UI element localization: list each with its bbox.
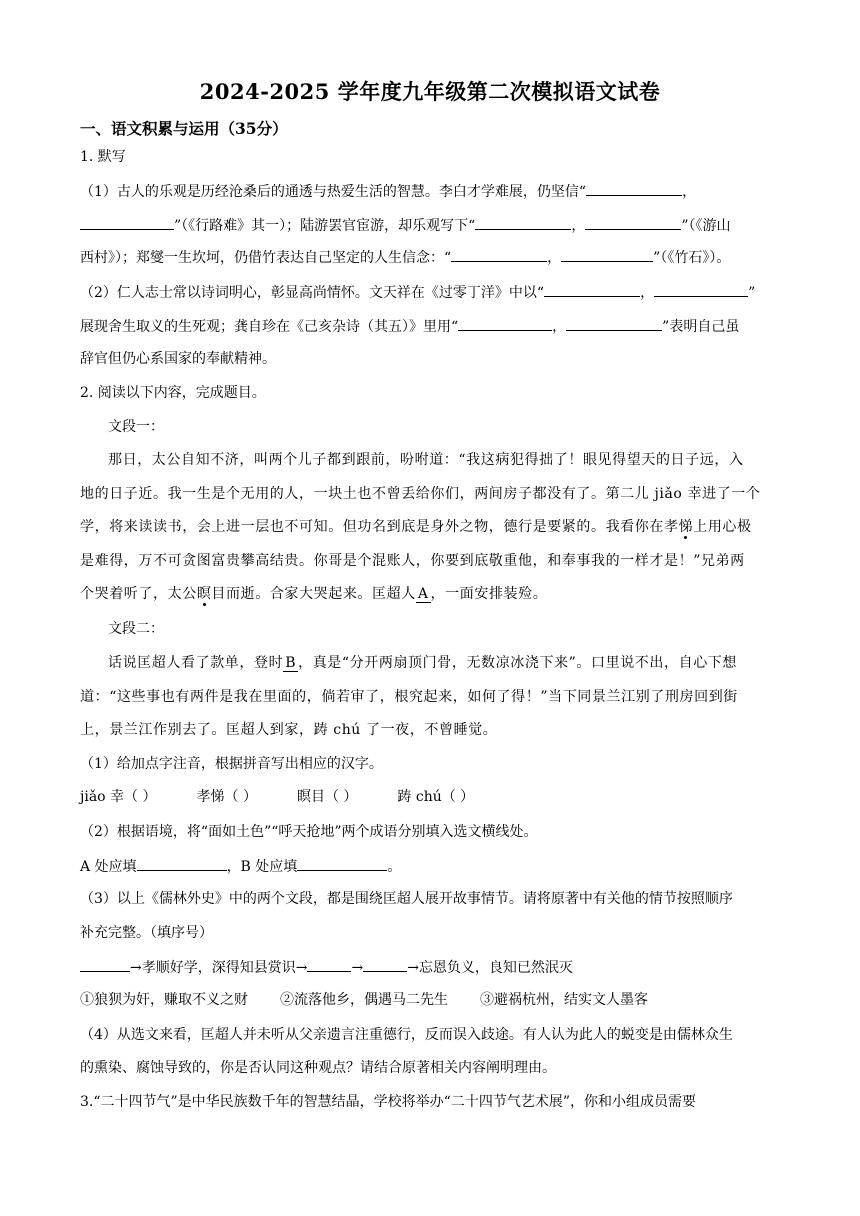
option-item: ②流落他乡，偶遇马二先生 xyxy=(280,992,448,1008)
answer-blank[interactable] xyxy=(586,181,682,196)
passage-2-label: 文段二： xyxy=(108,621,164,637)
page-title: 2024-2025 学年度九年级第二次模拟语文试卷 xyxy=(199,79,661,104)
answer-blank[interactable] xyxy=(566,316,662,331)
passage-1-label: 文段一： xyxy=(108,419,164,435)
plot-chain: →孝顺好学，深得知县赏识→ → →忘恩负义，良知已然泯灭 xyxy=(80,957,573,978)
passage-2-line-3: 上，景兰江作别去了。匡超人到家，踌 chú 了一夜，不曾睡觉。 xyxy=(80,722,498,738)
sub-question-4-line-2: 的熏染、腐蚀导致的，你是否认同这种观点？请结合原著相关内容阐明理由。 xyxy=(80,1060,556,1076)
sub-question-1: （1）给加点字注音，根据拼音写出相应的汉字。 xyxy=(80,756,383,772)
pinyin-item: 瞑目（ ） xyxy=(296,789,358,805)
passage-1-line-5: 个哭着听了，太公瞑目而逝。合家大哭起来。匡超人 A ，一面安排装殓。 xyxy=(80,586,548,602)
passage-2-line-2: 道：“这些事也有两件是我在里面的，倘若审了，根究起来，如何了得！”当下同景兰江别了刑房回到街 xyxy=(80,689,738,705)
passage-1-line-1: 那日，太公自知不济，叫两个儿子都到跟前，吩咐道：“我这病犯得拙了！眼见得望天的日子远，入 xyxy=(108,452,744,468)
option-item: ①狼狈为奸，赚取不义之财 xyxy=(80,992,248,1008)
sub-question-2: （2）根据语境，将“面如土色”“呼天抢地”两个成语分别填入选文横线处。 xyxy=(80,824,538,840)
answer-blank[interactable] xyxy=(451,247,547,262)
answer-blank[interactable] xyxy=(475,215,571,230)
answer-blank[interactable] xyxy=(561,247,653,262)
q1-line-2: ”（《行路难》其一）；陆游罢官宦游，却乐观写下“ ， ”（《游山 xyxy=(80,215,731,236)
sub-question-2-fill: A 处应填 ，B 处应填 。 xyxy=(80,856,401,877)
passage-1-line-3: 学，将来读读书，会上进一层也不可知。但功名到底是身外之物，德行是要紧的。我看你在孝悌上用心极 xyxy=(80,519,752,535)
q1-line-4: （2）仁人志士常以诗词明心，彰显高尚情怀。文天祥在《过零丁洋》中以“ ， ” xyxy=(80,282,755,303)
dotted-char: 瞑 xyxy=(196,586,212,602)
answer-blank[interactable] xyxy=(80,957,130,972)
option-item: ③避祸杭州，结实文人墨客 xyxy=(480,992,648,1008)
q1-line-1: （1）古人的乐观是历经沧桑后的通透与热爱生活的智慧。李白才学难展，仍坚信“ ， xyxy=(80,181,696,202)
sub-question-3-line-2: 补充完整。（填序号） xyxy=(80,925,213,941)
q1-line-3: 西村》）；郑燮一生坎坷，仍借竹表达自己坚定的人生信念：“ ， ”（《竹石》）。 xyxy=(80,247,730,268)
pinyin-item: jiǎo 幸（ ） xyxy=(80,789,157,805)
q1-line-5: 展现舍生取义的生死观；龚自珍在《己亥杂诗（其五）》里用“ ， ”表明自己虽 xyxy=(80,316,739,337)
passage-1-line-4: 是难得，万不可贪图富贵攀高结贵。你哥是个混账人，你要到底敬重他，和奉事我的一样才是！”兄弟两 xyxy=(80,553,745,569)
dotted-char: 悌 xyxy=(678,519,694,535)
answer-blank[interactable] xyxy=(458,316,552,331)
q2-heading: 2. 阅读以下内容，完成题目。 xyxy=(80,385,266,401)
answer-blank[interactable] xyxy=(137,856,227,871)
sub-question-3-line-1: （3）以上《儒林外史》中的两个文段，都是围绕匡超人展开故事情节。请将原著中有关他的情节按照顺序 xyxy=(80,891,733,907)
pinyin-items xyxy=(80,787,474,807)
answer-blank[interactable] xyxy=(363,957,407,972)
section-heading: 一、语文积累与运用（35分） xyxy=(80,119,288,138)
sub-question-4-line-1: （4）从选文来看，匡超人并未听从父亲遗言注重德行，反而误入歧途。有人认为此人的蜕变是由儒林众生 xyxy=(80,1027,733,1043)
answer-blank[interactable] xyxy=(544,282,640,297)
pinyin-item: 孝悌（ ） xyxy=(196,789,257,805)
q1-line-6: 辞官但仍心系国家的奉献精神。 xyxy=(80,351,276,367)
q1-heading: 1. 默写 xyxy=(80,149,126,165)
pinyin-item: 踌 chú（ ） xyxy=(397,789,475,805)
answer-blank[interactable] xyxy=(297,856,387,871)
passage-1-line-2: 地的日子近。我一生是个无用的人，一块土也不曾丢给你们，两间房子都没有了。第二儿 jiǎo 幸进了一个 xyxy=(80,486,761,502)
blank-b: B xyxy=(285,655,297,671)
answer-blank[interactable] xyxy=(80,215,174,230)
answer-blank[interactable] xyxy=(654,282,748,297)
passage-2-line-1: 话说匡超人看了款单，登时 B ，真是“分开两扇顶门骨，无数凉冰浇下来”。口里说不出，自心下想 xyxy=(108,655,738,671)
answer-blank[interactable] xyxy=(307,957,351,972)
q3-line-1: 3.“二十四节气”是中华民族数千年的智慧结晶，学校将举办“二十四节气艺术展”，你和小组成员需要 xyxy=(80,1094,696,1110)
plot-options xyxy=(80,990,648,1010)
blank-a: A xyxy=(417,586,429,602)
answer-blank[interactable] xyxy=(585,215,681,230)
